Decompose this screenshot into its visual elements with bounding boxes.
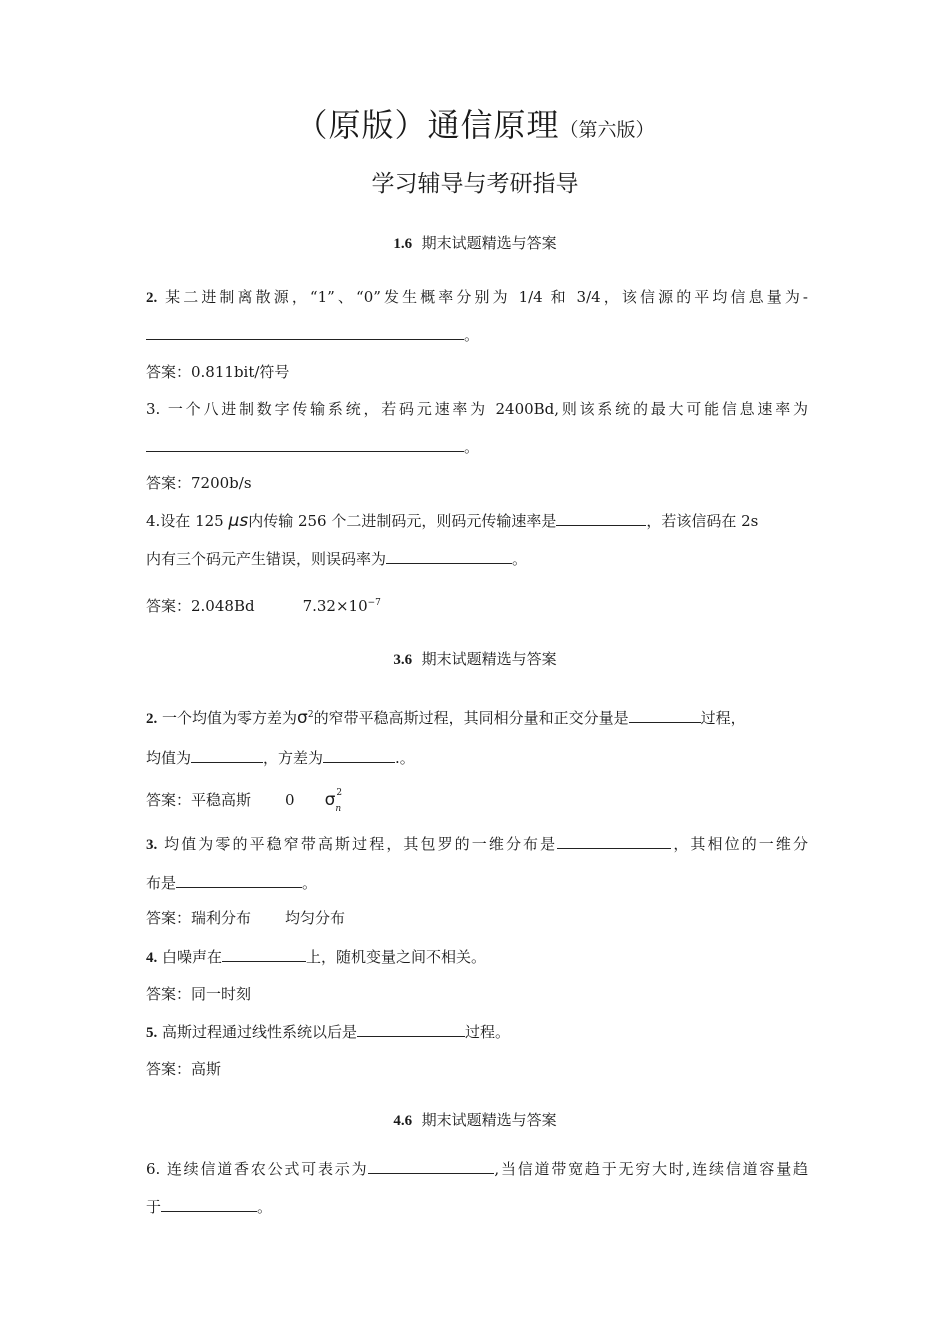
document-subtitle: 学习辅导与考研指导 — [371, 171, 579, 197]
answer-blank[interactable] — [146, 436, 464, 452]
question-3-6-3-line2: 布是 。 — [146, 874, 318, 892]
question-1-6-4: 4.设在 125 μs内传输 256 个二进制码元，则码元传输速率是 ，若该信码在 2s — [146, 511, 759, 531]
title-text: （原版）通信原理 — [295, 106, 560, 144]
answer-1-6-4: 答案：2.048Bd $7.32\times 10^{-7}$ — [146, 597, 381, 615]
answer-3-6-2: 答案：平稳高斯 0 σ 2 n — [146, 788, 343, 814]
question-1-6-2: 2. 某二进制离散源，“1”、“0”发生概率分别为 1/4 和 3/4，该信源的平均信息量为- — [146, 288, 808, 306]
question-3-6-5: 5. 高斯过程通过线性系统以后是 过程。 — [146, 1023, 511, 1041]
unit-microsecond: μs — [228, 511, 249, 531]
section-heading-3-6: 3.6 期末试题精选与答案 — [393, 650, 557, 668]
sigma-symbol: σ — [297, 708, 308, 728]
sigma-symbol: σ — [324, 790, 336, 810]
answer-blank[interactable] — [222, 946, 306, 962]
question-1-6-3: 3. 一个八进制数字传输系统，若码元速率为 2400Bd,则该系统的最大可能信息速率为 — [146, 400, 808, 418]
section-heading-1-6: 1.6 期末试题精选与答案 — [393, 234, 557, 252]
question-4-6-6-line2: 于 。 — [146, 1198, 273, 1216]
answer-3-6-5: 答案：高斯 — [146, 1060, 222, 1078]
answer-blank[interactable] — [556, 510, 646, 526]
answer-blank[interactable] — [357, 1021, 465, 1037]
answer-blank[interactable] — [161, 1196, 257, 1212]
answer-blank[interactable] — [146, 324, 464, 340]
question-3-6-2: 2. 一个均值为零方差为$\sigma^2$的窄带平稳高斯过程，其同相分量和正交分量是 过程， — [146, 708, 746, 728]
question-3-6-3: 3. 均值为零的平稳窄带高斯过程，其包罗的一维分布是 ，其相位的一维分 — [146, 835, 808, 853]
question-4-6-6: 6. 连续信道香农公式可表示为 ,当信道带宽趋于无穷大时,连续信道容量趋 — [146, 1160, 808, 1178]
answer-1-6-3: 答案：7200b/s — [146, 474, 252, 492]
section-heading-4-6: 4.6 期末试题精选与答案 — [393, 1111, 557, 1129]
question-3-6-2-line2: 均值为 ，方差为 .。 — [146, 749, 415, 767]
answer-blank[interactable] — [368, 1158, 494, 1174]
answer-blank[interactable] — [191, 747, 263, 763]
answer-3-6-4: 答案：同一时刻 — [146, 985, 252, 1003]
answer-blank[interactable] — [323, 747, 395, 763]
answer-blank[interactable] — [629, 707, 701, 723]
question-1-6-4-line2: 内有三个码元产生错误，则误码率为 。 — [146, 550, 528, 568]
document-title — [0, 100, 950, 146]
edition-text: （第六版） — [559, 119, 655, 141]
answer-1-6-2: 答案：0.811bit/符号 — [146, 363, 290, 381]
answer-blank[interactable] — [386, 548, 512, 564]
answer-blank[interactable] — [176, 872, 302, 888]
question-3-6-4: 4. 白噪声在 上，随机变量之间不相关。 — [146, 948, 487, 966]
answer-blank[interactable] — [557, 833, 671, 849]
answer-3-6-3: 答案：瑞利分布 均匀分布 — [146, 909, 346, 927]
question-1-6-3-blank-line: 。 — [146, 436, 479, 457]
question-1-6-2-blank-line: 。 — [146, 324, 479, 345]
